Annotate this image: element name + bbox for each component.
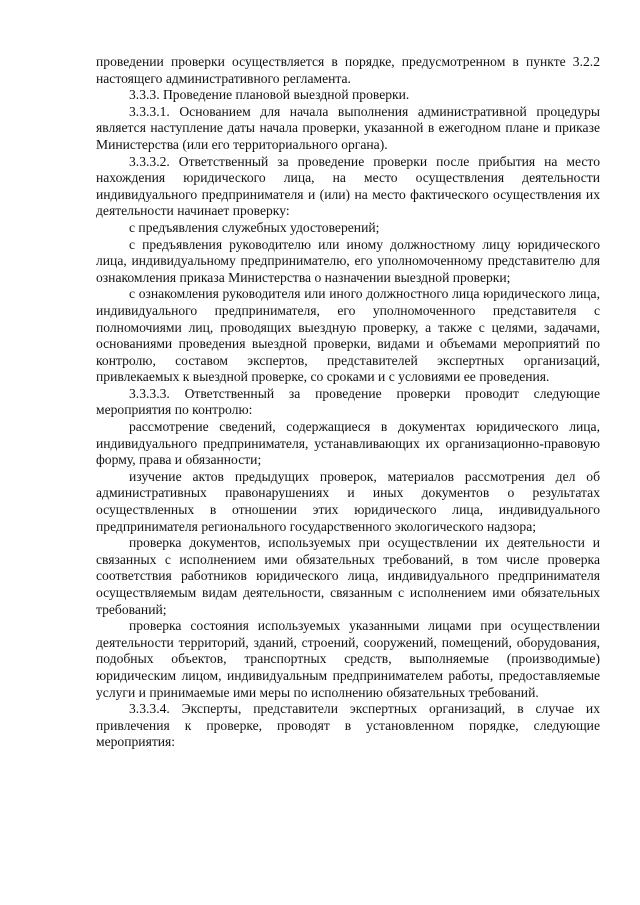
paragraph: 3.3.3.4. Эксперты, представители экспертных организаций, в случае их привлечения к проверке, проводят в установленном порядке, следующие мероприятия:: [96, 701, 600, 750]
paragraph: рассмотрение сведений, содержащиеся в документах юридического лица, индивидуального предпринимателя, устанавливающих их организационно-правовую форму, права и обязанности;: [96, 419, 600, 468]
paragraph: проведении проверки осуществляется в порядке, предусмотренном в пункте 3.2.2 настоящего административного регламента.: [96, 54, 600, 86]
paragraph: с предъявления служебных удостоверений;: [129, 219, 380, 235]
paragraph: с предъявления руководителю или иному должностному лицу юридического лица, индивидуальному предпринимателю, его уполномоченному представителю для ознакомления приказа Министерства о назначении выездной проверки;: [96, 236, 600, 285]
document-page: [96, 54, 600, 751]
paragraph: 3.3.3.2. Ответственный за проведение проверки после прибытия на место нахождения юридического лица, на место осуществления деятельности индивидуального предпринимателя и (или) на место фактического осуществления их деятельности начинает проверку:: [96, 153, 600, 219]
paragraph: 3.3.3.3. Ответственный за проведение проверки проводит следующие мероприятия по контролю:: [96, 385, 600, 418]
paragraph: изучение актов предыдущих проверок, материалов рассмотрения дел об административных правонарушениях и иных документов о результатах осуществленных в отношении этих юридического лица, индивидуального предпринимателя регионального государственного экологического надзора;: [96, 468, 600, 534]
paragraph: с ознакомления руководителя или иного должностного лица юридического лица, индивидуального предпринимателя, его уполномоченного представителя с полномочиями лиц, проводящих выездную проверку, а также с целями, задачами, основаниями проведения выездной проверки, видами и объемами мероприятий по контролю, составом экспертов, представителей экспертных организаций, привлекаемых к выездной проверке, со сроками и с условиями ее проведения.: [96, 286, 600, 385]
paragraph: проверка документов, используемых при осуществлении их деятельности и связанных с исполнением ими обязательных требований, в том числе проверка соответствия работников юридического лица, индивидуального предпринимателя осуществляемым видам деятельности, связанным с исполнением ими обязательных требований;: [96, 535, 600, 617]
paragraph: проверка состояния используемых указанными лицами при осуществлении деятельности территорий, зданий, строений, сооружений, помещений, оборудования, подобных объектов, транспортных средств, выполняемые (производимые) юридическим лицом, индивидуальным предпринимателем работы, предоставляемые услуги и принимаемые ими меры по исполнению обязательных требований.: [96, 618, 600, 700]
paragraph: 3.3.3. Проведение плановой выездной проверки.: [129, 87, 410, 103]
paragraph: 3.3.3.1. Основанием для начала выполнения административной процедуры является наступление даты начала проверки, указанной в ежегодном плане и приказе Министерства (или его территориального органа).: [96, 103, 600, 152]
